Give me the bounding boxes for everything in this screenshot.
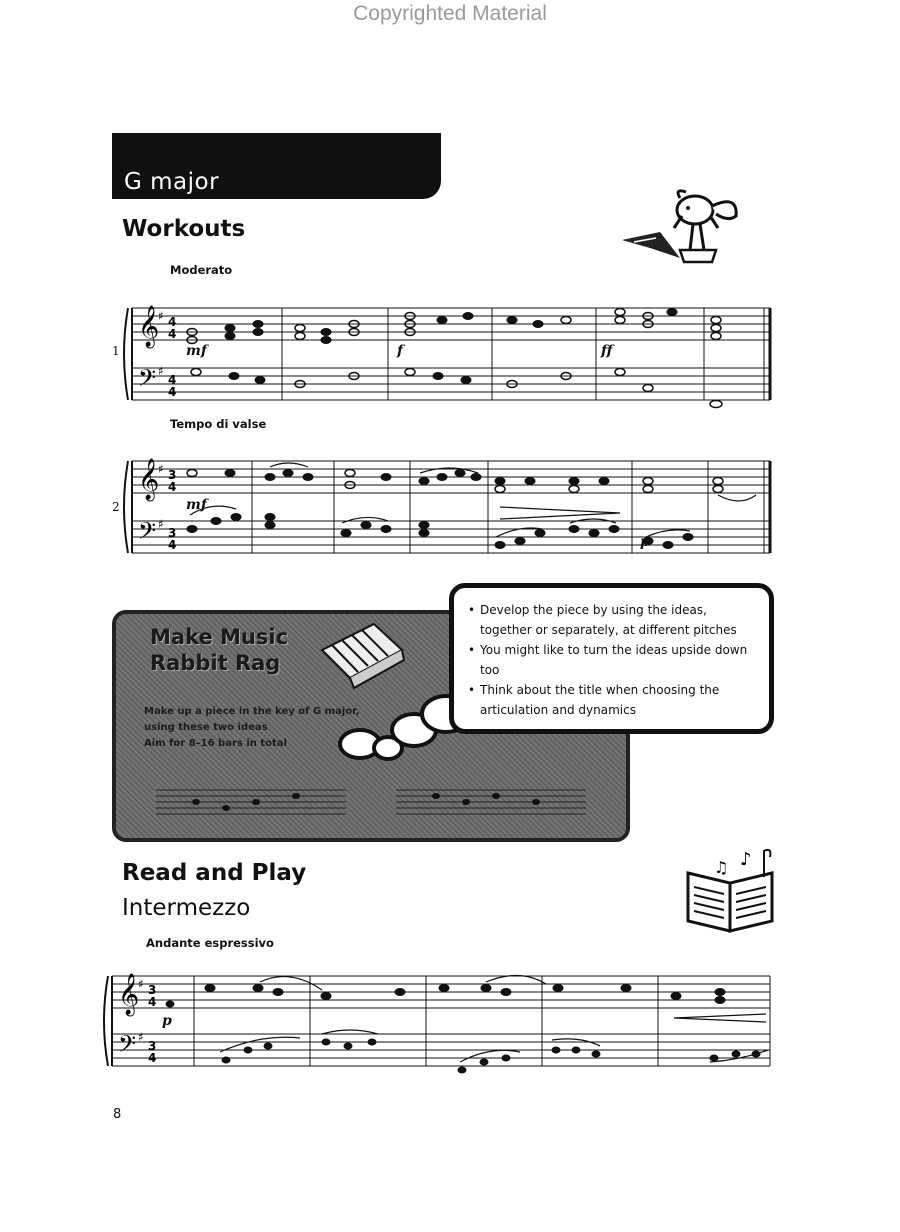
svg-text:𝄞: 𝄞 bbox=[138, 459, 160, 500]
ex1-tempo: Moderato bbox=[170, 263, 233, 277]
ex2-tempo: Tempo di valse bbox=[170, 417, 267, 431]
key-title: G major bbox=[124, 169, 220, 195]
rabbit-icon bbox=[620, 188, 745, 270]
instruction-3: • Think about the title when choosing the articulation and dynamics bbox=[468, 680, 759, 720]
svg-text:𝄢: 𝄢 bbox=[138, 517, 157, 550]
svg-text:𝄞: 𝄞 bbox=[138, 306, 160, 347]
svg-text:♯: ♯ bbox=[158, 364, 164, 378]
ex2-grand-staff bbox=[120, 433, 775, 568]
svg-text:♪: ♪ bbox=[740, 849, 752, 870]
make-music-instructions bbox=[144, 704, 359, 752]
svg-text:3: 3 bbox=[148, 1039, 157, 1053]
instruction-1: • Develop the piece by using the ideas, together or separately, at different pitches bbox=[468, 600, 759, 640]
make-music-piece-title: Rabbit Rag bbox=[150, 651, 281, 675]
ex1-dynamic-mf: mf bbox=[186, 343, 207, 359]
svg-text:4: 4 bbox=[168, 480, 177, 494]
make-music-bullet-2: using these two ideas bbox=[144, 722, 268, 733]
page-number: 8 bbox=[113, 1107, 122, 1122]
ex2-number: 2 bbox=[112, 500, 120, 514]
svg-text:4: 4 bbox=[148, 995, 157, 1009]
read-and-play-heading: Read and Play bbox=[122, 860, 307, 886]
ex1-number: 1 bbox=[112, 344, 120, 358]
svg-text:4: 4 bbox=[168, 538, 177, 552]
ex2-dynamic-mf: mf bbox=[186, 497, 207, 513]
svg-text:♯: ♯ bbox=[138, 977, 144, 991]
intermezzo-tempo: Andante espressivo bbox=[146, 936, 274, 950]
svg-text:𝄢: 𝄢 bbox=[118, 1030, 137, 1063]
rag-ideas-staves bbox=[156, 782, 596, 822]
svg-text:4: 4 bbox=[168, 315, 177, 329]
svg-text:4: 4 bbox=[168, 385, 177, 399]
watermark: Copyrighted Material bbox=[353, 2, 547, 25]
svg-text:♫: ♫ bbox=[714, 858, 729, 877]
instruction-2: • You might like to turn the ideas upside down too bbox=[468, 640, 759, 680]
ex1-dynamic-f: f bbox=[397, 343, 404, 359]
intermezzo-grand-staff bbox=[100, 950, 775, 1080]
make-music-heading: Make Music bbox=[150, 625, 289, 649]
svg-text:𝄞: 𝄞 bbox=[118, 974, 140, 1015]
svg-text:3: 3 bbox=[168, 526, 177, 540]
intermezzo-dynamic-p: p bbox=[162, 1013, 172, 1029]
ex2-dynamic-p: p bbox=[640, 534, 650, 550]
svg-text:4: 4 bbox=[168, 373, 177, 387]
svg-text:𝄢: 𝄢 bbox=[138, 364, 157, 397]
make-music-bullet-1: Make up a piece in the key of G major, bbox=[144, 706, 360, 717]
svg-text:♯: ♯ bbox=[138, 1030, 144, 1044]
instructions-bubble bbox=[449, 583, 774, 734]
svg-text:4: 4 bbox=[168, 327, 177, 341]
make-music-bullet-3: Aim for 8–16 bars in total bbox=[144, 738, 287, 749]
make-music-title bbox=[150, 624, 288, 676]
music-book-icon bbox=[684, 843, 784, 935]
svg-text:♯: ♯ bbox=[158, 309, 164, 323]
instructions-list bbox=[454, 588, 769, 720]
svg-text:3: 3 bbox=[148, 983, 157, 997]
svg-text:♯: ♯ bbox=[158, 462, 164, 476]
piece-title: Intermezzo bbox=[122, 895, 251, 921]
svg-text:3: 3 bbox=[168, 468, 177, 482]
ex1-grand-staff bbox=[120, 280, 775, 410]
workouts-heading: Workouts bbox=[122, 216, 246, 242]
svg-text:4: 4 bbox=[148, 1051, 157, 1065]
ex1-dynamic-ff: ff bbox=[601, 343, 613, 359]
key-banner bbox=[112, 133, 441, 199]
keyboard-icon bbox=[316, 620, 406, 690]
svg-text:♯: ♯ bbox=[158, 517, 164, 531]
